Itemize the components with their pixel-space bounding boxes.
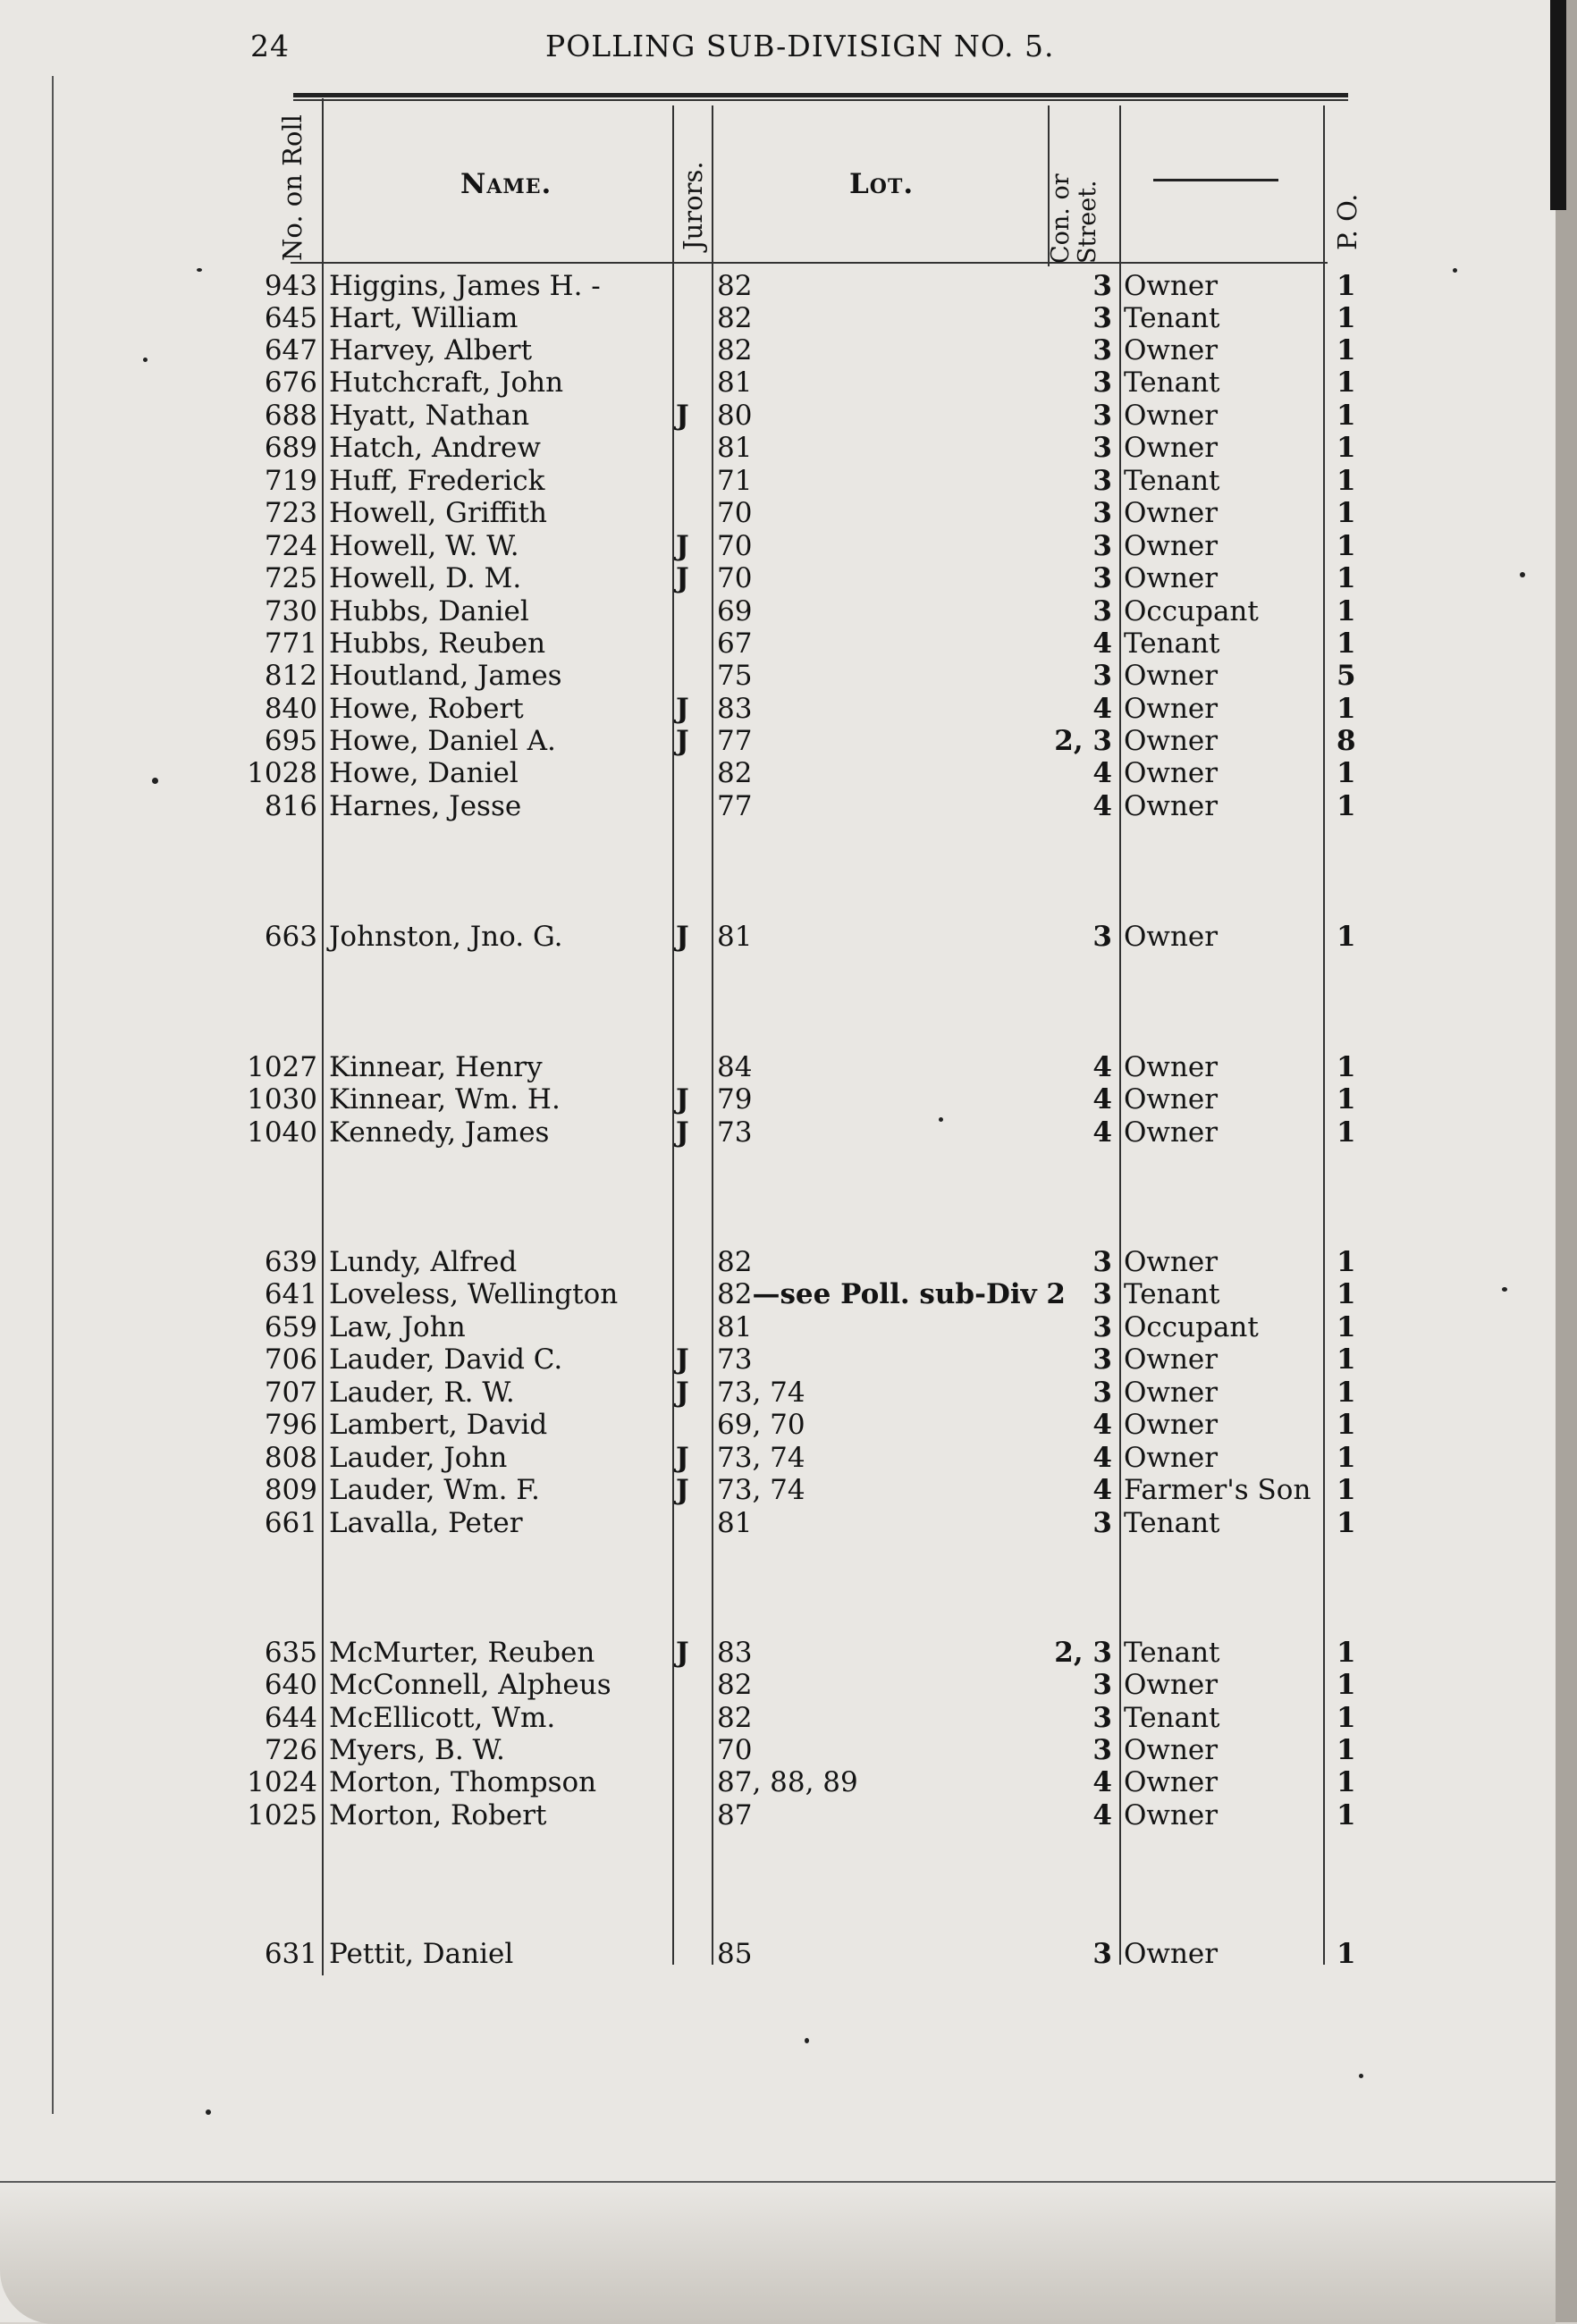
table-row: [0, 1278, 1556, 1310]
voter-name: Howe, Daniel A.: [329, 725, 556, 757]
concession: 3: [1092, 432, 1112, 464]
status: Tenant: [1124, 366, 1220, 399]
header-bottom-rule: [291, 262, 1328, 264]
lot-number: 69: [717, 595, 753, 627]
post-office: 1: [1337, 1083, 1356, 1116]
voter-name: Lauder, Wm. F.: [329, 1474, 540, 1506]
concession: 3: [1092, 270, 1112, 302]
post-office: 1: [1337, 1377, 1356, 1409]
juror-mark: J: [676, 725, 689, 757]
status: Tenant: [1124, 1278, 1220, 1310]
page-curl: [0, 2181, 1556, 2324]
concession: 2, 3: [1054, 1637, 1112, 1669]
table-row: [0, 1734, 1556, 1766]
lot-number: 85: [717, 1938, 753, 1970]
status: Owner: [1124, 1766, 1219, 1798]
post-office: 1: [1337, 1766, 1356, 1798]
roll-number: 645: [264, 302, 317, 334]
lot-number: 67: [717, 627, 753, 660]
post-office: 1: [1337, 627, 1356, 660]
post-office: 1: [1337, 1799, 1356, 1831]
print-speck: [805, 2038, 809, 2043]
voter-name: Myers, B. W.: [329, 1734, 505, 1766]
roll-number: 707: [264, 1377, 317, 1409]
status: Owner: [1124, 400, 1219, 432]
juror-mark: J: [676, 921, 689, 953]
voter-name: Lauder, R. W.: [329, 1377, 515, 1409]
lot-number: 77: [717, 725, 753, 757]
concession: 4: [1092, 790, 1112, 822]
post-office: 8: [1337, 725, 1356, 757]
voter-name: Hutchcraft, John: [329, 366, 564, 399]
print-speck: [206, 2109, 211, 2115]
table-row: [0, 1377, 1556, 1409]
status: Owner: [1124, 562, 1219, 594]
concession: 3: [1092, 660, 1112, 692]
table-row: [0, 1637, 1556, 1669]
concession: 4: [1092, 1442, 1112, 1474]
table-row: [0, 725, 1556, 757]
status: Owner: [1124, 1343, 1219, 1376]
roll-number: 676: [264, 366, 317, 399]
roll-number: 808: [264, 1442, 317, 1474]
page-header: [0, 29, 1556, 73]
roll-number: 730: [264, 595, 317, 627]
post-office: 1: [1337, 693, 1356, 725]
table-row: [0, 432, 1556, 464]
post-office: 1: [1337, 497, 1356, 529]
table-row: [0, 595, 1556, 627]
roll-number: 719: [264, 465, 317, 497]
concession: 3: [1092, 921, 1112, 953]
juror-mark: J: [676, 693, 689, 725]
post-office: 1: [1337, 1734, 1356, 1766]
lot-number: 73: [717, 1116, 753, 1149]
post-office: 1: [1337, 530, 1356, 562]
col-header-con: Con. or Street.: [1047, 173, 1101, 264]
voter-name: Hart, William: [329, 302, 519, 334]
voter-name: Hatch, Andrew: [329, 432, 541, 464]
col-header-roll: No. on Roll: [277, 114, 308, 261]
table-row: [0, 1474, 1556, 1506]
juror-mark: J: [676, 1116, 689, 1149]
col-header-jurors: Jurors.: [678, 161, 708, 250]
table-row: [0, 790, 1556, 822]
roll-number: 689: [264, 432, 317, 464]
status: Occupant: [1124, 595, 1259, 627]
concession: 4: [1092, 1474, 1112, 1506]
roll-number: 809: [264, 1474, 317, 1506]
table-row: [0, 562, 1556, 594]
post-office: 1: [1337, 302, 1356, 334]
lot-number: 81: [717, 432, 753, 464]
status: Owner: [1124, 1734, 1219, 1766]
lot-number: 81: [717, 1507, 753, 1539]
juror-mark: J: [676, 562, 689, 594]
book-spine: [1556, 0, 1577, 2322]
roll-number: 663: [264, 921, 317, 953]
concession: 3: [1092, 595, 1112, 627]
voter-name: Kinnear, Wm. H.: [329, 1083, 561, 1116]
status: Owner: [1124, 757, 1219, 789]
concession: 3: [1092, 400, 1112, 432]
running-title: POLLING SUB-DIVISIGN NO. 5.: [545, 29, 1055, 63]
table-row: [0, 1343, 1556, 1376]
post-office: 1: [1337, 1343, 1356, 1376]
status: Owner: [1124, 921, 1219, 953]
post-office: 1: [1337, 432, 1356, 464]
voter-name: Houtland, James: [329, 660, 562, 692]
table-row: [0, 1938, 1556, 1970]
status: Farmer's Son: [1124, 1474, 1311, 1506]
voter-name: Howell, D. M.: [329, 562, 522, 594]
status: Tenant: [1124, 1507, 1220, 1539]
roll-number: 943: [264, 270, 317, 302]
status: Owner: [1124, 1083, 1219, 1116]
voter-name: Law, John: [329, 1311, 466, 1343]
post-office: 5: [1337, 660, 1356, 692]
col-header-po: P. O.: [1332, 193, 1362, 250]
juror-mark: J: [676, 1442, 689, 1474]
voter-name: Howe, Daniel: [329, 757, 519, 789]
lot-note: —see Poll. sub-Div 2: [752, 1278, 1067, 1310]
concession: 3: [1092, 366, 1112, 399]
roll-number: 1027: [247, 1051, 317, 1083]
table-row: [0, 530, 1556, 562]
lot-number: 77: [717, 790, 753, 822]
juror-mark: J: [676, 1377, 689, 1409]
roll-number: 706: [264, 1343, 317, 1376]
lot-number: 70: [717, 530, 753, 562]
table-row: [0, 1246, 1556, 1278]
table-row: [0, 497, 1556, 529]
table-row: [0, 270, 1556, 302]
lot-number: 70: [717, 562, 753, 594]
voter-name: Loveless, Wellington: [329, 1278, 619, 1310]
roll-number: 724: [264, 530, 317, 562]
table-row: [0, 1409, 1556, 1441]
table-row: [0, 465, 1556, 497]
voter-name: Lambert, David: [329, 1409, 548, 1441]
post-office: 1: [1337, 757, 1356, 789]
concession: 4: [1092, 1116, 1112, 1149]
post-office: 1: [1337, 1409, 1356, 1441]
voter-name: Lauder, John: [329, 1442, 508, 1474]
post-office: 1: [1337, 1669, 1356, 1701]
lot-number: 71: [717, 465, 753, 497]
table-row: [0, 1669, 1556, 1701]
concession: 3: [1092, 1311, 1112, 1343]
status: Tenant: [1124, 465, 1220, 497]
roll-number: 640: [264, 1669, 317, 1701]
print-speck: [1502, 1287, 1507, 1292]
table-row: [0, 627, 1556, 660]
lot-number: 73, 74: [717, 1442, 805, 1474]
lot-number: 82: [717, 302, 753, 334]
juror-mark: J: [676, 400, 689, 432]
lot-number: 82: [717, 270, 753, 302]
roll-number: 661: [264, 1507, 317, 1539]
status: Owner: [1124, 432, 1219, 464]
lot-number: 79: [717, 1083, 753, 1116]
concession: 3: [1092, 1734, 1112, 1766]
table-top-rule: [293, 93, 1348, 97]
concession: 4: [1092, 1083, 1112, 1116]
concession: 3: [1092, 1669, 1112, 1701]
concession: 3: [1092, 302, 1112, 334]
print-speck: [1359, 2074, 1363, 2078]
post-office: 1: [1337, 465, 1356, 497]
table-row: [0, 1116, 1556, 1149]
lot-number: 87: [717, 1799, 753, 1831]
roll-number: 771: [264, 627, 317, 660]
concession: 4: [1092, 1766, 1112, 1798]
table-row: [0, 1311, 1556, 1343]
print-speck: [1453, 268, 1457, 273]
lot-number: 82: [717, 1702, 753, 1734]
table-row: [0, 921, 1556, 953]
concession: 3: [1092, 497, 1112, 529]
voter-name: Morton, Robert: [329, 1799, 547, 1831]
concession: 3: [1092, 1702, 1112, 1734]
status: Owner: [1124, 1377, 1219, 1409]
lot-number: 70: [717, 497, 753, 529]
voter-name: McConnell, Alpheus: [329, 1669, 611, 1701]
status: Owner: [1124, 270, 1219, 302]
concession: 3: [1092, 334, 1112, 366]
concession: 3: [1092, 1278, 1112, 1310]
lot-number: 82—see Poll. sub-Div 2: [717, 1278, 1067, 1310]
voter-name: Morton, Thompson: [329, 1766, 597, 1798]
post-office: 1: [1337, 366, 1356, 399]
post-office: 1: [1337, 1474, 1356, 1506]
voter-name: Howell, Griffith: [329, 497, 547, 529]
status: Owner: [1124, 1669, 1219, 1701]
table-row: [0, 1766, 1556, 1798]
voter-name: Kennedy, James: [329, 1116, 550, 1149]
table-row: [0, 1799, 1556, 1831]
roll-number: 1025: [247, 1799, 317, 1831]
status: Owner: [1124, 660, 1219, 692]
table-row: [0, 1083, 1556, 1116]
concession: 2, 3: [1054, 725, 1112, 757]
table-row: [0, 660, 1556, 692]
lot-number: 81: [717, 921, 753, 953]
lot-number: 82: [717, 1246, 753, 1278]
post-office: 1: [1337, 1938, 1356, 1970]
roll-number: 1024: [247, 1766, 317, 1798]
concession: 3: [1092, 1507, 1112, 1539]
concession: 3: [1092, 530, 1112, 562]
voter-name: Pettit, Daniel: [329, 1938, 514, 1970]
voter-name: Harnes, Jesse: [329, 790, 522, 822]
print-speck: [1520, 572, 1525, 577]
post-office: 1: [1337, 334, 1356, 366]
juror-mark: J: [676, 1637, 689, 1669]
post-office: 1: [1337, 1442, 1356, 1474]
voter-name: Lauder, David C.: [329, 1343, 563, 1376]
concession: 3: [1092, 1246, 1112, 1278]
status: Owner: [1124, 530, 1219, 562]
lot-number: 80: [717, 400, 753, 432]
concession: 4: [1092, 1051, 1112, 1083]
print-speck: [939, 1117, 943, 1122]
concession: 4: [1092, 757, 1112, 789]
lot-number: 84: [717, 1051, 753, 1083]
post-office: 1: [1337, 562, 1356, 594]
table-row: [0, 1442, 1556, 1474]
status: Owner: [1124, 1051, 1219, 1083]
voter-name: Hubbs, Reuben: [329, 627, 546, 660]
lot-number: 70: [717, 1734, 753, 1766]
concession: 4: [1092, 1409, 1112, 1441]
roll-number: 635: [264, 1637, 317, 1669]
print-speck: [152, 778, 158, 784]
table-row: [0, 400, 1556, 432]
lot-number: 83: [717, 1637, 753, 1669]
voter-name: Huff, Frederick: [329, 465, 545, 497]
post-office: 1: [1337, 1507, 1356, 1539]
table-row: [0, 302, 1556, 334]
concession: 4: [1092, 693, 1112, 725]
voter-name: McMurter, Reuben: [329, 1637, 595, 1669]
roll-number: 1040: [247, 1116, 317, 1149]
print-speck: [143, 358, 148, 362]
voter-name: Howe, Robert: [329, 693, 524, 725]
post-office: 1: [1337, 921, 1356, 953]
lot-number: 82: [717, 334, 753, 366]
page-number: 24: [250, 29, 290, 63]
roll-number: 796: [264, 1409, 317, 1441]
table-row: [0, 334, 1556, 366]
status: Tenant: [1124, 627, 1220, 660]
roll-number: 695: [264, 725, 317, 757]
voter-name: Hubbs, Daniel: [329, 595, 529, 627]
status: Owner: [1124, 1938, 1219, 1970]
lot-number: 83: [717, 693, 753, 725]
status: Tenant: [1124, 302, 1220, 334]
status: Owner: [1124, 1246, 1219, 1278]
table-row: [0, 366, 1556, 399]
roll-number: 840: [264, 693, 317, 725]
table-row: [0, 1507, 1556, 1539]
voter-name: Johnston, Jno. G.: [329, 921, 563, 953]
voter-name: Higgins, James H. -: [329, 270, 601, 302]
roll-number: 725: [264, 562, 317, 594]
post-office: 1: [1337, 1116, 1356, 1149]
voter-name: Harvey, Albert: [329, 334, 533, 366]
voter-name: Howell, W. W.: [329, 530, 519, 562]
roll-number: 812: [264, 660, 317, 692]
status: Owner: [1124, 1116, 1219, 1149]
lot-number: 81: [717, 1311, 753, 1343]
concession: 4: [1092, 627, 1112, 660]
status: Owner: [1124, 334, 1219, 366]
juror-mark: J: [676, 1343, 689, 1376]
post-office: 1: [1337, 595, 1356, 627]
post-office: 1: [1337, 1311, 1356, 1343]
status: Owner: [1124, 1409, 1219, 1441]
post-office: 1: [1337, 1051, 1356, 1083]
status: Tenant: [1124, 1702, 1220, 1734]
roll-number: 639: [264, 1246, 317, 1278]
voter-name: Lavalla, Peter: [329, 1507, 523, 1539]
status: Owner: [1124, 1442, 1219, 1474]
post-office: 1: [1337, 270, 1356, 302]
post-office: 1: [1337, 790, 1356, 822]
status: Occupant: [1124, 1311, 1259, 1343]
lot-number: 73, 74: [717, 1474, 805, 1506]
col-header-lot: Lot.: [849, 168, 915, 200]
roll-number: 816: [264, 790, 317, 822]
roll-number: 631: [264, 1938, 317, 1970]
lot-number: 82: [717, 1669, 753, 1701]
print-speck: [197, 268, 202, 272]
lot-number: 82: [717, 757, 753, 789]
status: Tenant: [1124, 1637, 1220, 1669]
post-office: 1: [1337, 1246, 1356, 1278]
roll-number: 726: [264, 1734, 317, 1766]
post-office: 1: [1337, 1702, 1356, 1734]
lot-number: 73: [717, 1343, 753, 1376]
lot-number: 75: [717, 660, 753, 692]
post-office: 1: [1337, 400, 1356, 432]
post-office: 1: [1337, 1278, 1356, 1310]
concession: 3: [1092, 562, 1112, 594]
roll-number: 1028: [247, 757, 317, 789]
table-row: [0, 693, 1556, 725]
status: Owner: [1124, 790, 1219, 822]
voter-name: Kinnear, Henry: [329, 1051, 543, 1083]
status: Owner: [1124, 1799, 1219, 1831]
concession: 3: [1092, 1343, 1112, 1376]
voter-name: McEllicott, Wm.: [329, 1702, 556, 1734]
status: Owner: [1124, 497, 1219, 529]
juror-mark: J: [676, 530, 689, 562]
voter-name: Hyatt, Nathan: [329, 400, 530, 432]
col-header-status-dash: [1153, 179, 1278, 181]
roll-number: 641: [264, 1278, 317, 1310]
concession: 3: [1092, 465, 1112, 497]
post-office: 1: [1337, 1637, 1356, 1669]
table-row: [0, 1051, 1556, 1083]
status: Owner: [1124, 693, 1219, 725]
juror-mark: J: [676, 1083, 689, 1116]
col-header-name: Name.: [460, 168, 552, 200]
roll-number: 688: [264, 400, 317, 432]
roll-number: 647: [264, 334, 317, 366]
concession: 3: [1092, 1377, 1112, 1409]
lot-number: 73, 74: [717, 1377, 805, 1409]
table-row: [0, 1702, 1556, 1734]
lot-number: 69, 70: [717, 1409, 805, 1441]
table-top-rule-thin: [293, 99, 1348, 101]
concession: 3: [1092, 1938, 1112, 1970]
roll-number: 659: [264, 1311, 317, 1343]
lot-number: 87, 88, 89: [717, 1766, 858, 1798]
lot-number: 81: [717, 366, 753, 399]
roll-number: 644: [264, 1702, 317, 1734]
voter-name: Lundy, Alfred: [329, 1246, 518, 1278]
roll-number: 1030: [247, 1083, 317, 1116]
status: Owner: [1124, 725, 1219, 757]
concession: 4: [1092, 1799, 1112, 1831]
roll-number: 723: [264, 497, 317, 529]
table-row: [0, 757, 1556, 789]
juror-mark: J: [676, 1474, 689, 1506]
